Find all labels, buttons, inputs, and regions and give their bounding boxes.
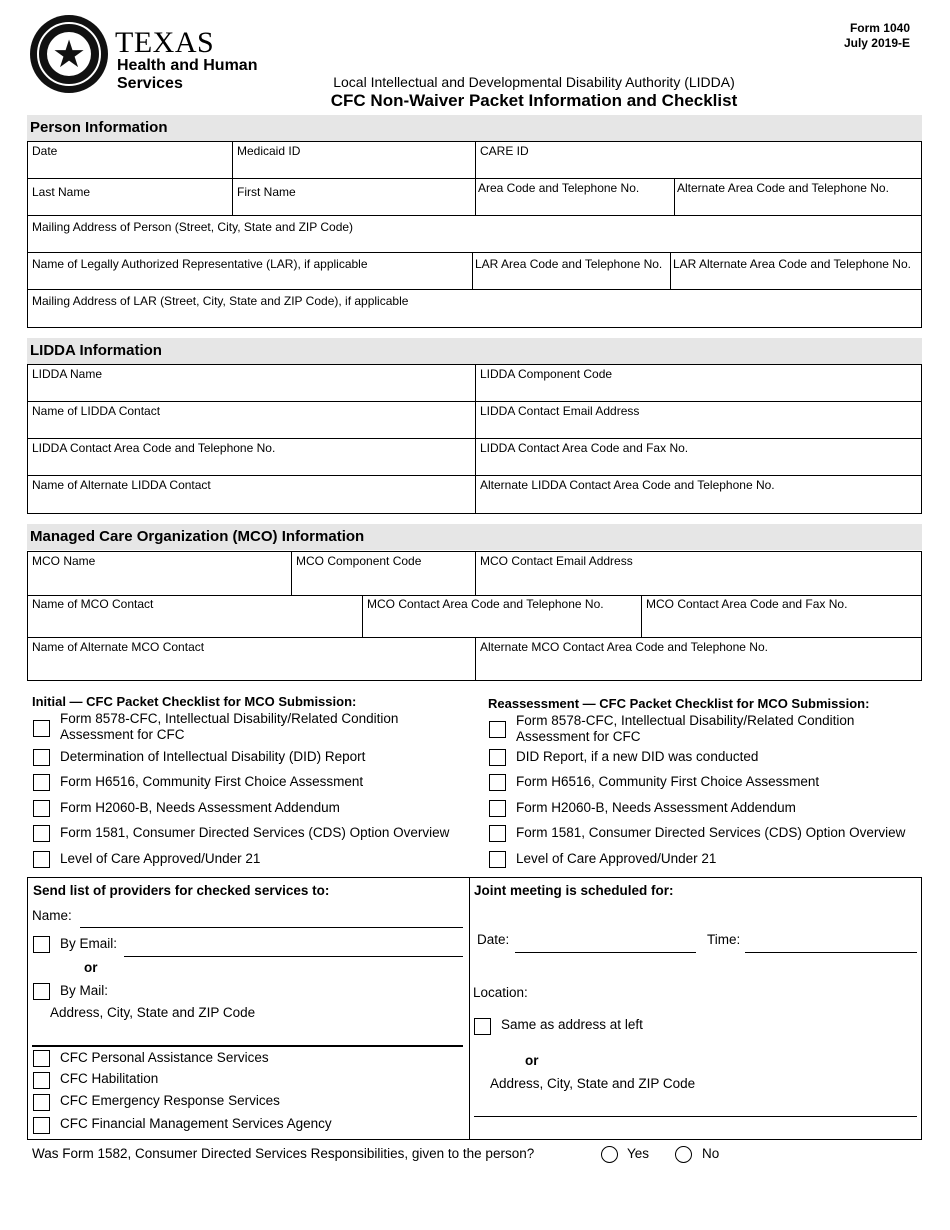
alt-phone-field[interactable]: Alternate Area Code and Telephone No. xyxy=(674,178,922,216)
reassess-item-h6516: Form H6516, Community First Choice Assessment xyxy=(516,774,820,789)
mco-alt-contact-phone-field[interactable]: Alternate MCO Contact Area Code and Telephone No. xyxy=(475,637,922,681)
meeting-address-input[interactable] xyxy=(474,1116,917,1117)
service-fmsa: CFC Financial Management Services Agency xyxy=(60,1116,332,1131)
lidda-component-code-field[interactable]: LIDDA Component Code xyxy=(475,364,922,402)
reassess-item-loc: Level of Care Approved/Under 21 xyxy=(516,851,717,866)
service-ers: CFC Emergency Response Services xyxy=(60,1093,280,1108)
service-pas: CFC Personal Assistance Services xyxy=(60,1050,269,1065)
lidda-name-field[interactable]: LIDDA Name xyxy=(27,364,476,402)
mco-alt-contact-field[interactable]: Name of Alternate MCO Contact xyxy=(27,637,476,681)
star-icon: ★ xyxy=(51,32,87,76)
initial-item-did: Determination of Intellectual Disability (DID) Report xyxy=(60,749,366,764)
mailing-address-field[interactable]: Mailing Address of Person (Street, City, State and ZIP Code) xyxy=(27,215,922,253)
no-label: No xyxy=(702,1146,720,1161)
first-name-field[interactable]: First Name xyxy=(232,178,476,216)
meeting-title: Joint meeting is scheduled for: xyxy=(474,883,674,898)
reassess-item-8578: Form 8578-CFC, Intellectual Disability/Related Condition Assessment for CFC xyxy=(516,713,855,744)
reassess-checkbox-8578[interactable] xyxy=(489,721,506,738)
mco-section-heading: Managed Care Organization (MCO) Information xyxy=(27,524,922,550)
person-section-heading: Person Information xyxy=(27,115,922,141)
service-checkbox-ers[interactable] xyxy=(33,1094,50,1111)
no-radio[interactable] xyxy=(675,1146,692,1163)
service-habilitation: CFC Habilitation xyxy=(60,1071,159,1086)
by-email-label: By Email: xyxy=(60,936,118,951)
service-checkbox-habilitation[interactable] xyxy=(33,1072,50,1089)
lidda-alt-contact-field[interactable]: Name of Alternate LIDDA Contact xyxy=(27,475,476,514)
meeting-or: or xyxy=(525,1053,539,1068)
lidda-contact-phone-field[interactable]: LIDDA Contact Area Code and Telephone No. xyxy=(27,438,476,476)
service-checkbox-pas[interactable] xyxy=(33,1050,50,1067)
providers-address-input[interactable] xyxy=(32,1045,463,1047)
yes-label: Yes xyxy=(627,1146,650,1161)
reassess-checkbox-loc[interactable] xyxy=(489,851,506,868)
mco-component-code-field[interactable]: MCO Component Code xyxy=(291,551,476,596)
phone-field[interactable]: Area Code and Telephone No. xyxy=(475,178,675,216)
form-subtitle: Local Intellectual and Developmental Disability Authority (LIDDA) xyxy=(333,74,735,90)
initial-item-h2060b: Form H2060-B, Needs Assessment Addendum xyxy=(60,800,340,815)
initial-checkbox-h2060b[interactable] xyxy=(33,800,50,817)
providers-name-input[interactable] xyxy=(80,927,463,928)
care-id-field[interactable]: CARE ID xyxy=(475,141,922,179)
by-mail-checkbox[interactable] xyxy=(33,983,50,1000)
initial-checkbox-h6516[interactable] xyxy=(33,774,50,791)
email-input[interactable] xyxy=(124,956,463,957)
mco-contact-phone-field[interactable]: MCO Contact Area Code and Telephone No. xyxy=(362,595,642,638)
by-mail-label: By Mail: xyxy=(60,983,109,998)
providers-title: Send list of providers for checked services to: xyxy=(33,883,330,898)
reassess-checkbox-h6516[interactable] xyxy=(489,774,506,791)
form-number: Form 1040 July 2019-E xyxy=(843,21,910,50)
lidda-contact-fax-field[interactable]: LIDDA Contact Area Code and Fax No. xyxy=(475,438,922,476)
reassess-item-1581: Form 1581, Consumer Directed Services (CDS) Option Overview xyxy=(516,825,906,840)
lar-phone-field[interactable]: LAR Area Code and Telephone No. xyxy=(472,252,671,290)
same-address-label: Same as address at left xyxy=(501,1017,643,1032)
meeting-time-label: Time: xyxy=(707,932,741,947)
brand-hhs: Health and Human Services xyxy=(117,57,258,92)
lidda-section-heading: LIDDA Information xyxy=(27,338,922,364)
lar-address-field[interactable]: Mailing Address of LAR (Street, City, State and ZIP Code), if applicable xyxy=(27,289,922,328)
medicaid-id-field[interactable]: Medicaid ID xyxy=(232,141,476,179)
initial-checklist-title: Initial — CFC Packet Checklist for MCO Submission: xyxy=(32,694,357,709)
form-title: CFC Non-Waiver Packet Information and Checklist xyxy=(330,91,738,110)
lidda-contact-name-field[interactable]: Name of LIDDA Contact xyxy=(27,401,476,439)
providers-or: or xyxy=(84,960,98,975)
date-field[interactable]: Date xyxy=(27,141,233,179)
form-1582-question: Was Form 1582, Consumer Directed Services Responsibilities, given to the person? xyxy=(32,1146,535,1161)
lar-alt-phone-field[interactable]: LAR Alternate Area Code and Telephone No. xyxy=(670,252,922,290)
meeting-date-label: Date: xyxy=(477,932,510,947)
box-divider xyxy=(469,877,470,1140)
yes-radio[interactable] xyxy=(601,1146,618,1163)
reassess-item-h2060b: Form H2060-B, Needs Assessment Addendum xyxy=(516,800,796,815)
initial-checkbox-did[interactable] xyxy=(33,749,50,766)
last-name-field[interactable]: Last Name xyxy=(27,178,233,216)
providers-name-label: Name: xyxy=(32,908,72,923)
reassessment-checklist-title: Reassessment — CFC Packet Checklist for MCO Submission: xyxy=(488,696,870,711)
same-address-checkbox[interactable] xyxy=(474,1018,491,1035)
mco-contact-fax-field[interactable]: MCO Contact Area Code and Fax No. xyxy=(641,595,922,638)
initial-item-h6516: Form H6516, Community First Choice Assessment xyxy=(60,774,364,789)
initial-item-loc: Level of Care Approved/Under 21 xyxy=(60,851,261,866)
meeting-location-label: Location: xyxy=(473,985,528,1000)
initial-checkbox-1581[interactable] xyxy=(33,825,50,842)
initial-checkbox-loc[interactable] xyxy=(33,851,50,868)
mco-name-field[interactable]: MCO Name xyxy=(27,551,292,596)
lidda-alt-contact-phone-field[interactable]: Alternate LIDDA Contact Area Code and Telephone No. xyxy=(475,475,922,514)
initial-item-8578: Form 8578-CFC, Intellectual Disability/Related Condition Assessment for CFC xyxy=(60,711,399,742)
mco-contact-name-field[interactable]: Name of MCO Contact xyxy=(27,595,363,638)
reassess-checkbox-h2060b[interactable] xyxy=(489,800,506,817)
reassess-checkbox-1581[interactable] xyxy=(489,825,506,842)
service-checkbox-fmsa[interactable] xyxy=(33,1117,50,1134)
meeting-address-label: Address, City, State and ZIP Code xyxy=(490,1076,696,1091)
providers-address-label: Address, City, State and ZIP Code xyxy=(50,1005,256,1020)
mco-contact-email-field[interactable]: MCO Contact Email Address xyxy=(475,551,922,596)
by-email-checkbox[interactable] xyxy=(33,936,50,953)
meeting-date-input[interactable] xyxy=(515,952,696,953)
lar-name-field[interactable]: Name of Legally Authorized Representative (LAR), if applicable xyxy=(27,252,473,290)
initial-item-1581: Form 1581, Consumer Directed Services (CDS) Option Overview xyxy=(60,825,450,840)
brand-texas: TEXAS xyxy=(115,26,215,59)
reassess-checkbox-did[interactable] xyxy=(489,749,506,766)
lidda-contact-email-field[interactable]: LIDDA Contact Email Address xyxy=(475,401,922,439)
reassess-item-did: DID Report, if a new DID was conducted xyxy=(516,749,759,764)
meeting-time-input[interactable] xyxy=(745,952,917,953)
initial-checkbox-8578[interactable] xyxy=(33,720,50,737)
